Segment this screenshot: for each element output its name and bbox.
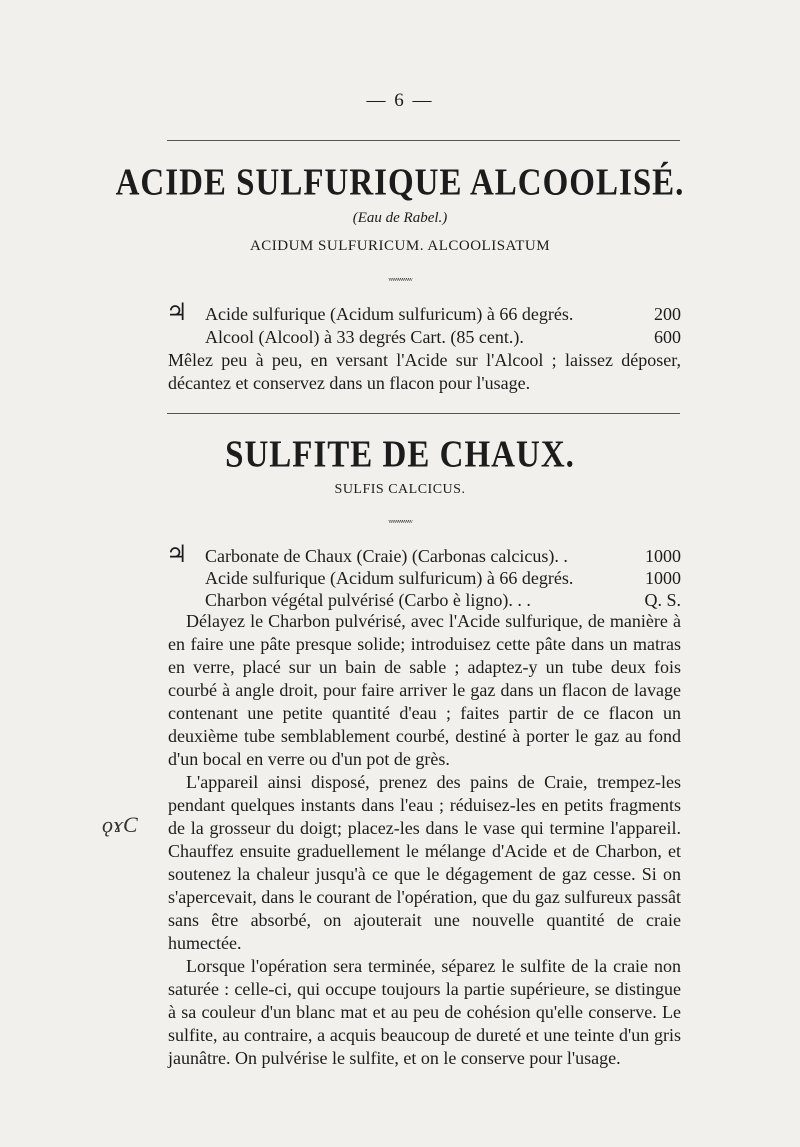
ingredient-amount: Q. S.	[644, 590, 681, 610]
recipe-symbol-1: ♃	[166, 300, 188, 326]
section1-ornament: ᵥᵥᵥᵥᵥᵥᵥᵥᵥᵥᵥᵥ	[388, 272, 412, 283]
ingredient-amount: 1000	[645, 568, 681, 588]
section2-latin: SULFIS CALCICUS.	[334, 482, 466, 497]
ingredient-amount: 1000	[645, 546, 681, 566]
section1-title: ACIDE SULFURIQUE ALCOOLISÉ.	[115, 162, 685, 204]
ingredient-text: Alcool (Alcool) à 33 degrés Cart. (85 cent.).	[205, 327, 524, 347]
ingredient-line	[205, 567, 681, 589]
ingredient-line	[205, 545, 681, 567]
section2-ornament: ᵥᵥᵥᵥᵥᵥᵥᵥᵥᵥᵥᵥ	[388, 514, 412, 525]
ingredient-text: Acide sulfurique (Acidum sulfuricum) à 66 degrés.	[205, 304, 574, 324]
section2-title: SULFITE DE CHAUX.	[225, 434, 575, 476]
margin-note: ǫɤϹ	[102, 812, 138, 837]
paragraph: Lorsque l'opération sera terminée, séparez le sulfite de la craie non saturée : celle-ci, qui occupe toujours la partie supérieure, se distingue à sa couleur d'un blanc mat et au peu de cohésion qu'elle conserve. Le sulfite, au contraire, a acquis beaucoup de dureté et une teinte d'un gris jaunâtre. On pulvérise le sulfite, et on le conserve pour l'usage.	[168, 956, 681, 1068]
top-rule	[167, 140, 680, 141]
ingredient-text: Carbonate de Chaux (Craie) (Carbonas calcicus). .	[205, 546, 568, 566]
paragraph: L'appareil ainsi disposé, prenez des pains de Craie, trempez-les pendant quelques instants dans l'eau ; réduisez-les en petits fragments de la grosseur du doigt; placez-les dans le vase qui termine l'appareil. Chauffez ensuite graduellement le mélange d'Acide et de Charbon, et soutenez la chaleur jusqu'à ce que le dégagement de gaz cesse. Si on s'apercevait, dans le courant de l'opération, que du gaz sulfureux passât sans être absorbé, on ajouterait une nouvelle quantité de craie humectée.	[168, 772, 681, 953]
section1-subtitle: (Eau de Rabel.)	[352, 210, 448, 226]
ingredient-line	[205, 326, 681, 348]
ingredient-line	[205, 303, 681, 325]
paragraph: Mêlez peu à peu, en versant l'Acide sur l'Alcool ; laissez déposer, décantez et conservez dans un flacon pour l'usage.	[168, 350, 681, 393]
paragraph: Délayez le Charbon pulvérisé, avec l'Acide sulfurique, de manière à en faire une pâte presque solide; introduisez cette pâte dans un matras en verre, placé sur un bain de sable ; adaptez-y un tube deux fois courbé à angle droit, pour faire arriver le gaz dans un flacon de lavage contenant une petite quantité d'eau ; faites partir de ce flacon un deuxième tube semblablement courbé, destiné à porter le gaz au fond d'un bocal en verre ou d'un pot de grès.	[168, 611, 681, 769]
section2-body	[168, 610, 681, 1070]
section1-latin: ACIDUM SULFURICUM. ALCOOLISATUM	[249, 238, 551, 254]
ingredient-text: Acide sulfurique (Acidum sulfuricum) à 66 degrés.	[205, 568, 574, 588]
recipe-symbol-2: ♃	[166, 542, 188, 568]
section1-instructions	[168, 349, 681, 395]
middle-rule	[167, 413, 680, 414]
page-number: — 6 —	[366, 90, 434, 111]
ingredient-amount: 600	[654, 327, 681, 347]
ingredient-text: Charbon végétal pulvérisé (Carbo è ligno). . .	[205, 590, 531, 610]
ingredient-amount: 200	[654, 304, 681, 324]
ingredient-line	[205, 589, 681, 611]
